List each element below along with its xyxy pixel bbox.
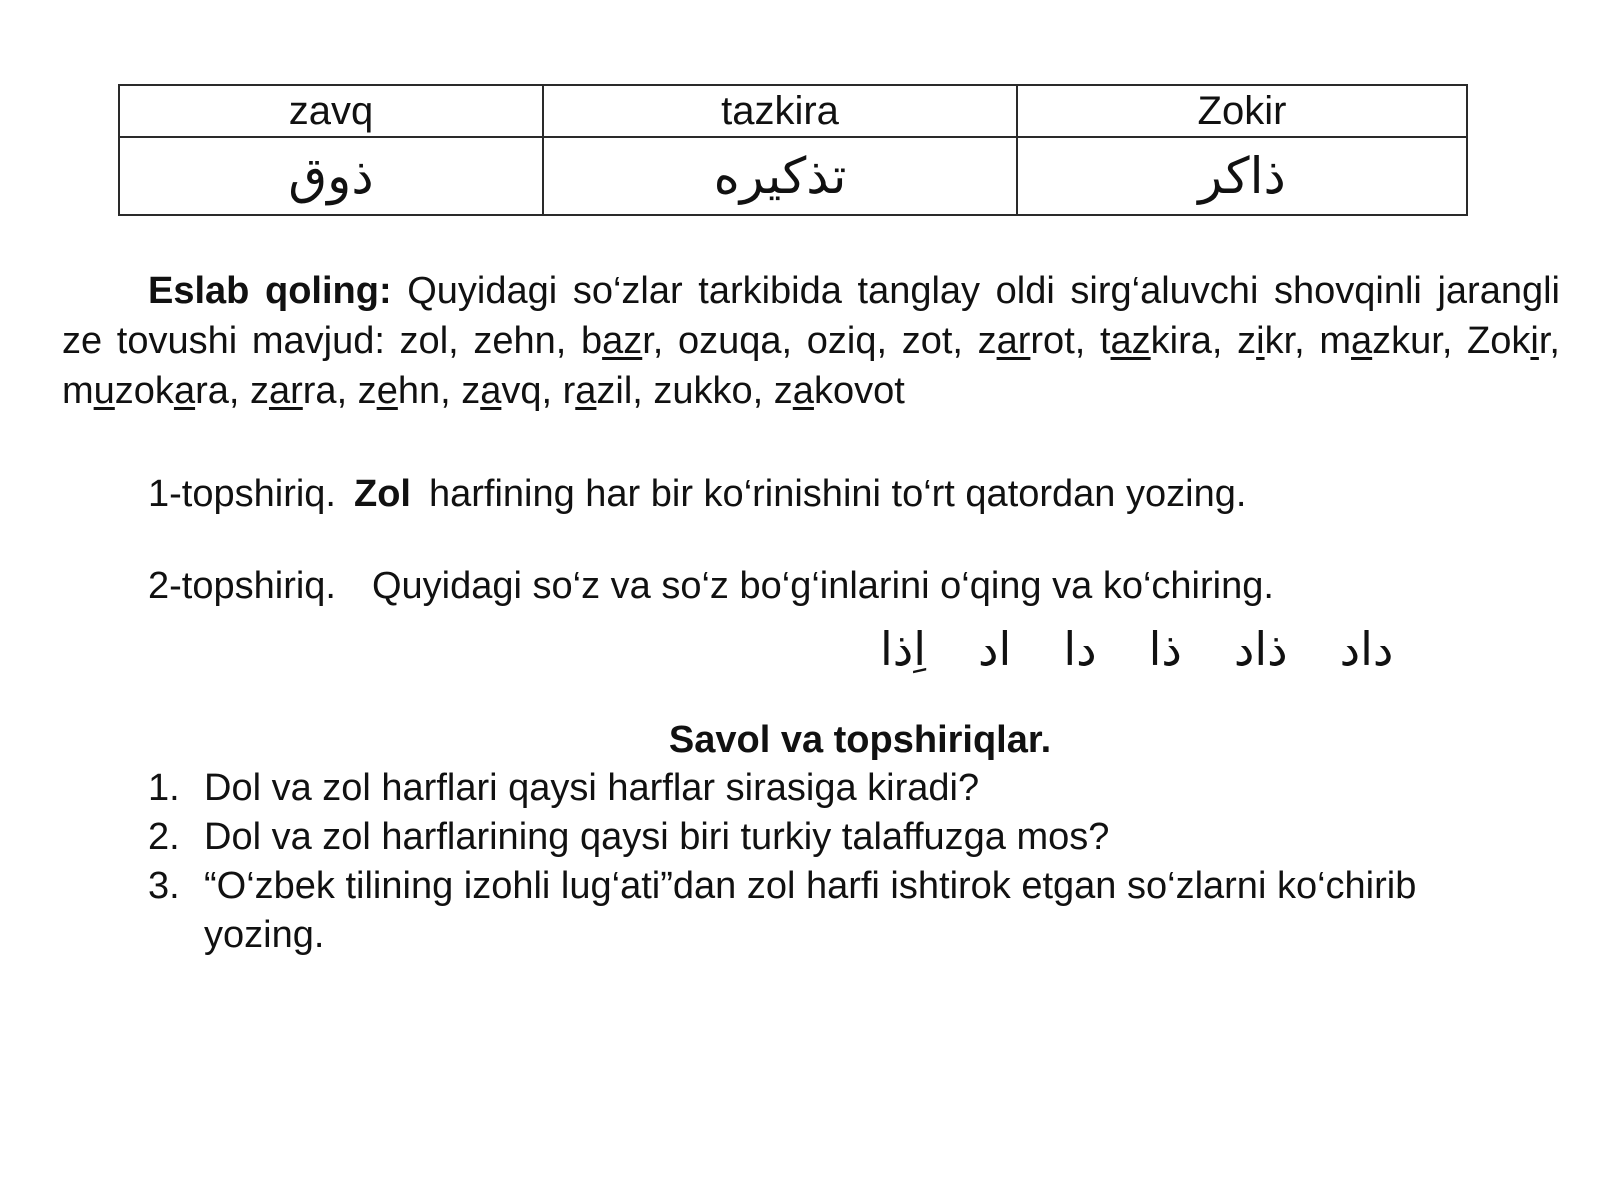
underlined-letters: i [1256,320,1265,362]
word-list-text: zkur, Zok [1372,320,1531,362]
underlined-letters: a [1351,320,1373,362]
word-list-text: hn, z [397,370,481,412]
list-item [148,813,1448,862]
word-list-text: vq, r [501,370,576,412]
underlined-letters: a [173,370,196,412]
word-list-text: b [580,320,603,362]
arabic-word: دا [1063,622,1097,676]
word-list-text: r, m [62,320,1560,412]
word-list-text: kira, z [1150,320,1257,362]
arabic-word: داد [1339,622,1394,676]
question-number: 3. [148,865,180,907]
word-list-text: ra, z [302,370,377,412]
questions-list [148,764,1448,960]
underlined-letters: az [602,320,643,362]
arabic-word: ذا [1148,622,1182,676]
arabic-word-line [880,614,1416,684]
questions-title: Savol va topshiriqlar. [668,719,1052,761]
question-number: 1. [148,767,180,809]
task-2 [148,562,1274,610]
remember-intro: Quyidagi so‘zlar tarkibida tanglay oldi sirg‘aluvchi shovqinli jarangli ze tovushi mavjud: zol, zehn, [62,270,1560,362]
underlined-letters: a [480,370,502,412]
arabic-row [119,137,1467,215]
list-item [148,862,1448,960]
task-1-label: 1-topshiriq. [148,473,336,515]
underlined-letters: u [93,370,115,412]
arabic-cell: تذکیره [543,137,1017,215]
remember-paragraph [62,266,1560,416]
word-list-text: zok [114,370,174,412]
question-text: Dol va zol harflarining qaysi biri turkiy talaffuzga mos? [204,816,1110,858]
word-list-text: kovot [813,370,905,412]
question-text: “O‘zbek tilining izohli lug‘ati”dan zol harfi ishtirok etgan so‘zlarni ko‘chirib yozing. [204,865,1417,956]
task-2-label: 2-topshiriq. [148,565,336,607]
word-list-text: kr, m [1264,320,1352,362]
latin-cell: tazkira [543,85,1017,137]
arabic-word: اد [978,622,1012,676]
arabic-word: ذاد [1233,622,1288,676]
word-list-text: r, ozuqa, oziq, zot, z [642,320,997,362]
underlined-letters: e [376,370,398,412]
task-1 [148,470,1246,518]
underlined-letters: ar [996,320,1031,362]
underlined-letters: a [575,370,597,412]
word-list-text: zil, zukko, z [596,370,793,412]
list-item [148,764,1448,813]
question-text: Dol va zol harflari qaysi harflar sirasiga kiradi? [204,767,980,809]
question-number: 2. [148,816,180,858]
task-1-bold-word: Zol [353,473,411,515]
latin-cell: Zokir [1017,85,1467,137]
underlined-letters: ar [268,370,303,412]
underlined-letters: az [1110,320,1151,362]
task-2-text: Quyidagi so‘z va so‘z bo‘g‘inlarini o‘qing va ko‘chiring. [371,565,1274,607]
arabic-cell: ذوق [119,137,543,215]
task-1-text: harfining har bir ko‘rinishini to‘rt qatordan yozing. [428,473,1247,515]
word-table [118,84,1468,216]
word-list-text: ra, z [195,370,269,412]
latin-row [119,85,1467,137]
latin-cell: zavq [119,85,543,137]
arabic-cell: ذاکر [1017,137,1467,215]
remember-heading: Eslab qoling: [148,270,392,312]
underlined-letters: a [792,370,814,412]
underlined-letters: i [1530,320,1539,362]
arabic-word: اِذا [880,622,927,676]
word-list-text: rot, t [1030,320,1111,362]
